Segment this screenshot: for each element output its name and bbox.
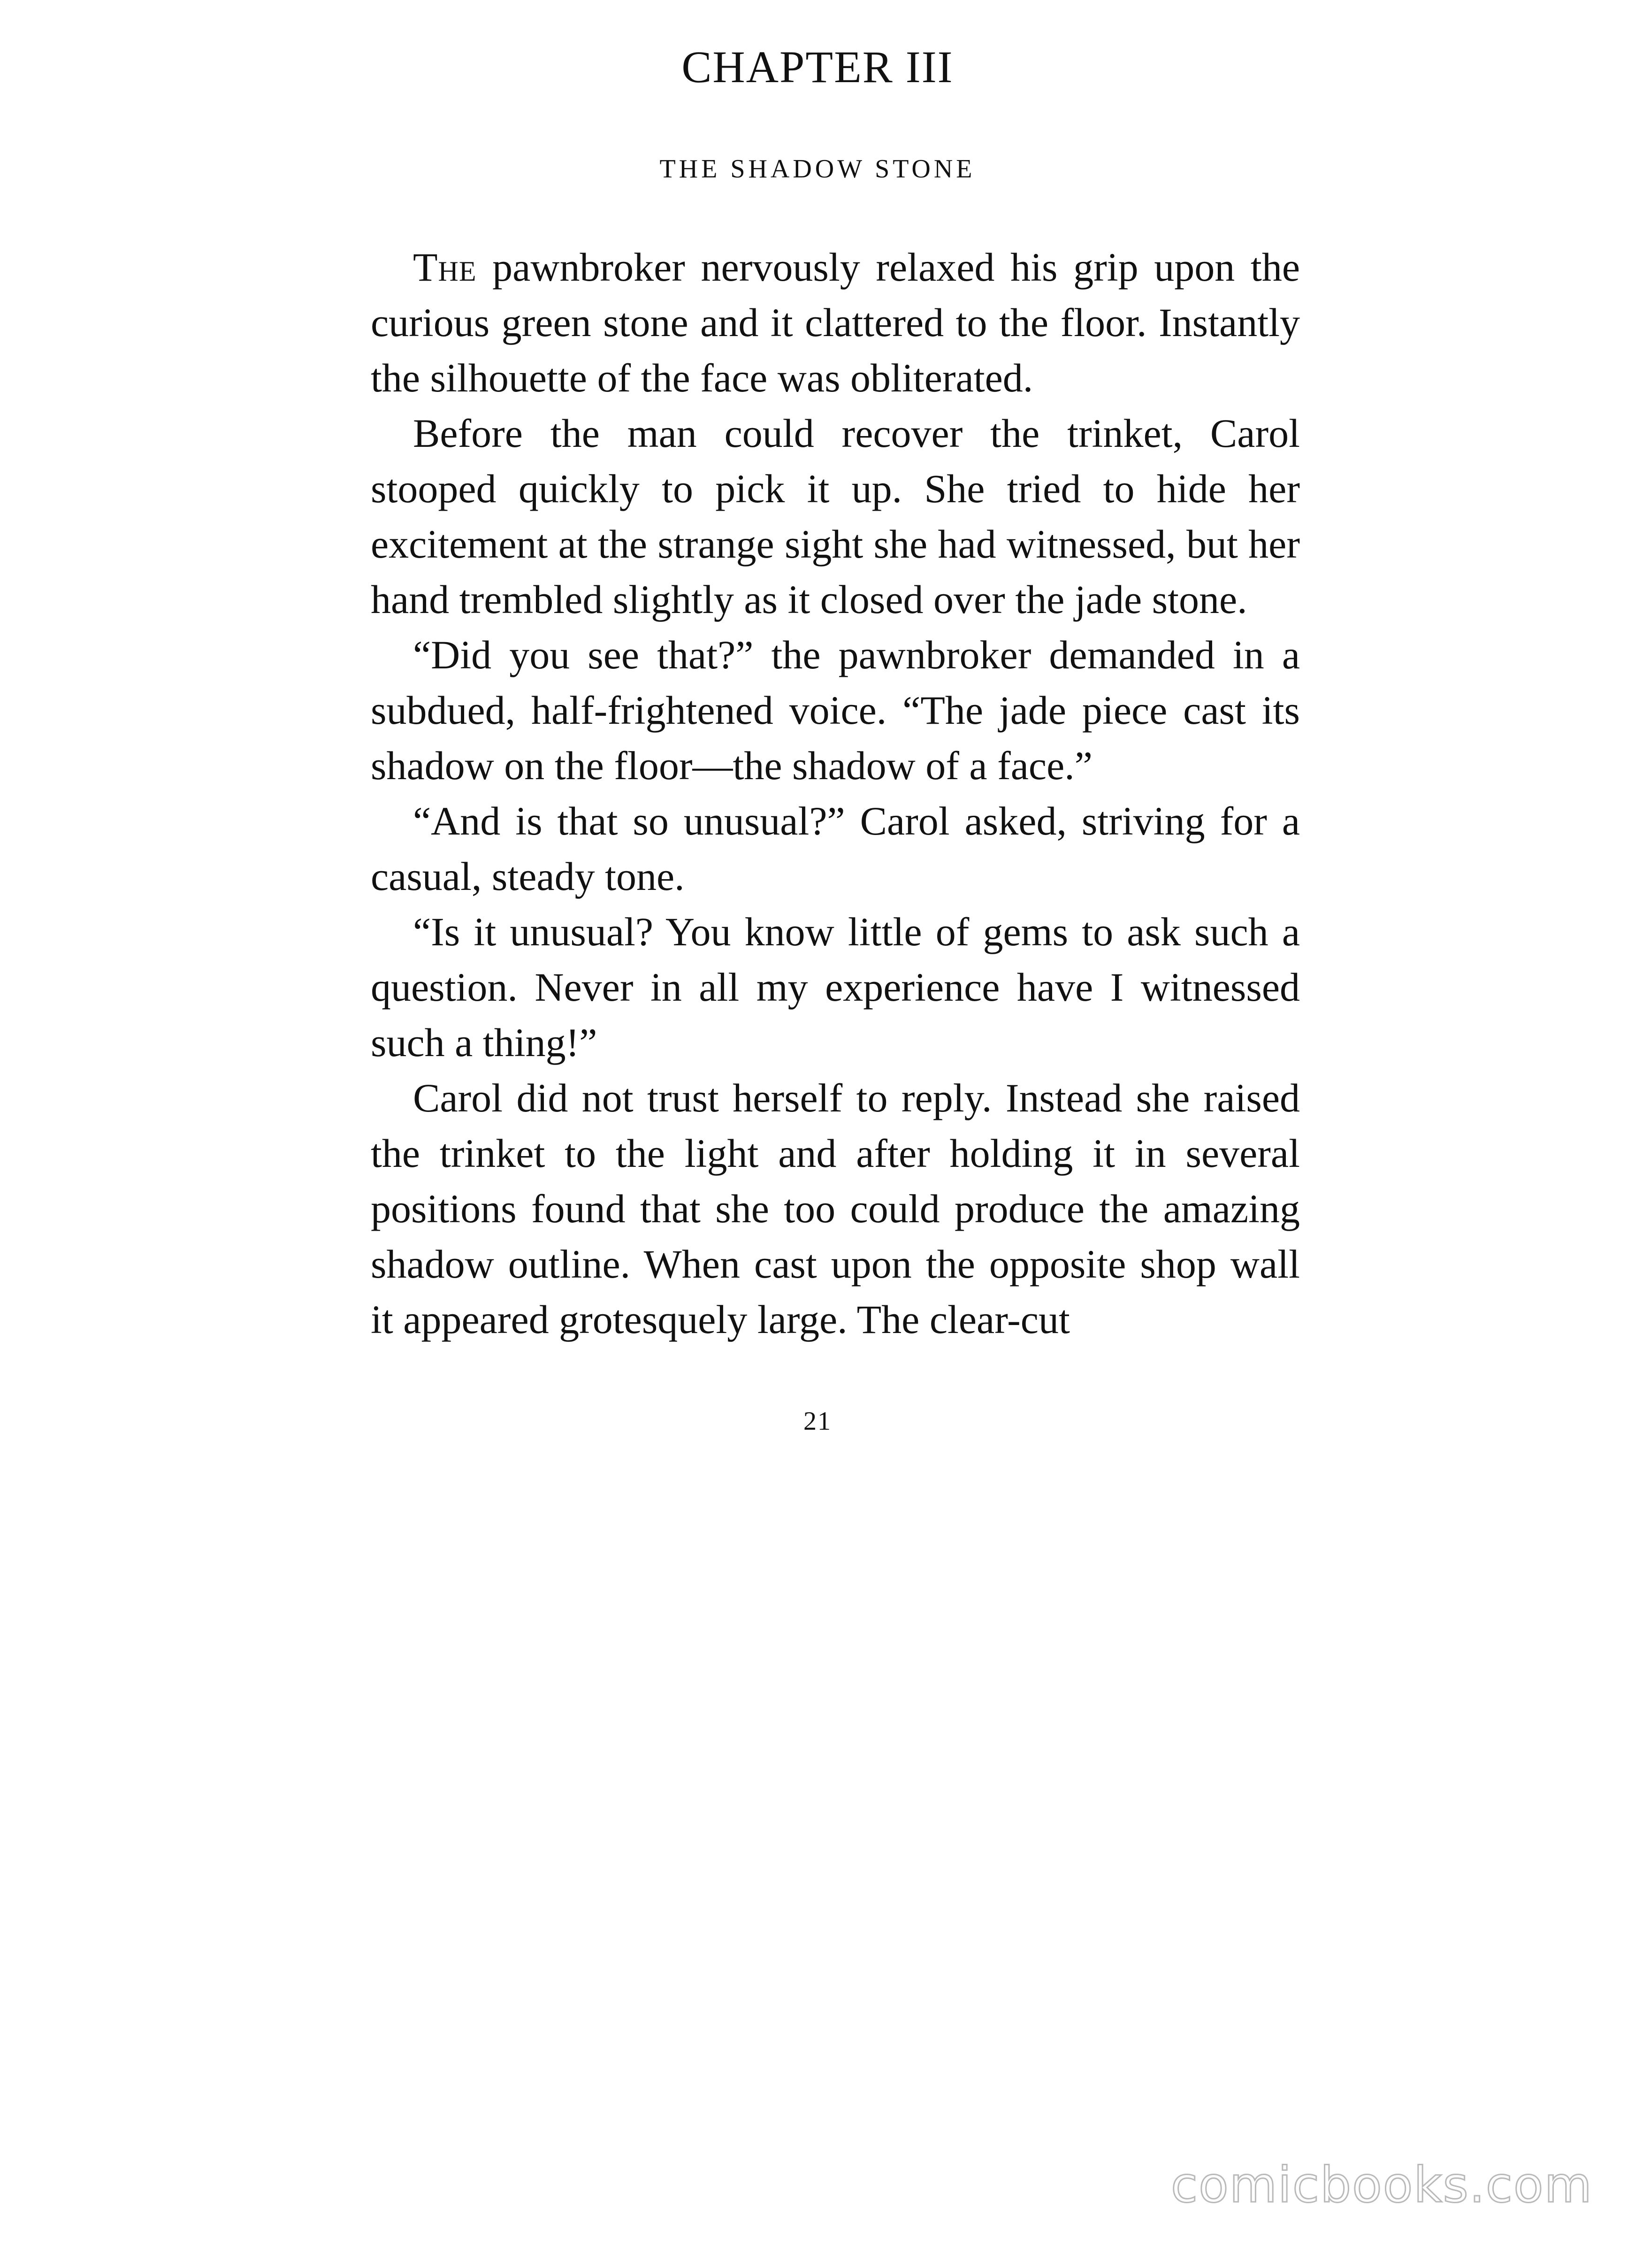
- paragraph-3: “Did you see that?” the pawnbroker demanded in a subdued, half-frightened voice. “The jade piece cast its shadow on the floor—the shadow of a face.”: [371, 632, 1300, 788]
- chapter-subtitle: THE SHADOW STONE: [659, 154, 976, 184]
- paragraph-2: Before the man could recover the trinket, Carol stooped quickly to pick it up. She tried to hide her excitement at the strange sight she had witnessed, but her hand trembled slightly as it closed over the jade stone.: [371, 411, 1300, 622]
- body-text: [371, 239, 1300, 1347]
- page-number: 21: [803, 1407, 832, 1436]
- chapter-heading: CHAPTER III: [681, 42, 954, 92]
- paragraph-4: “And is that so unusual?” Carol asked, striving for a casual, steady tone.: [371, 798, 1300, 899]
- paragraph-1-text: pawnbroker nervously relaxed his grip upon the curious green stone and it clattered to the floor. Instantly the silhouette of the face was obliterated.: [371, 245, 1300, 400]
- paragraph-5: “Is it unusual? You know little of gems to ask such a question. Never in all my experience have I witnessed such a thing!”: [371, 909, 1300, 1065]
- watermark-logo: comicbooks.com: [1170, 2156, 1593, 2214]
- paragraph-6: Carol did not trust herself to reply. Instead she raised the trinket to the light and after holding it in several positions found that she too could produce the amazing shadow outline. When cast upon the opposite shop wall it appeared grotesquely large. The clear-cut: [371, 1075, 1300, 1342]
- paragraph-1: [371, 239, 1300, 406]
- paragraph-lead-word: The: [413, 245, 477, 290]
